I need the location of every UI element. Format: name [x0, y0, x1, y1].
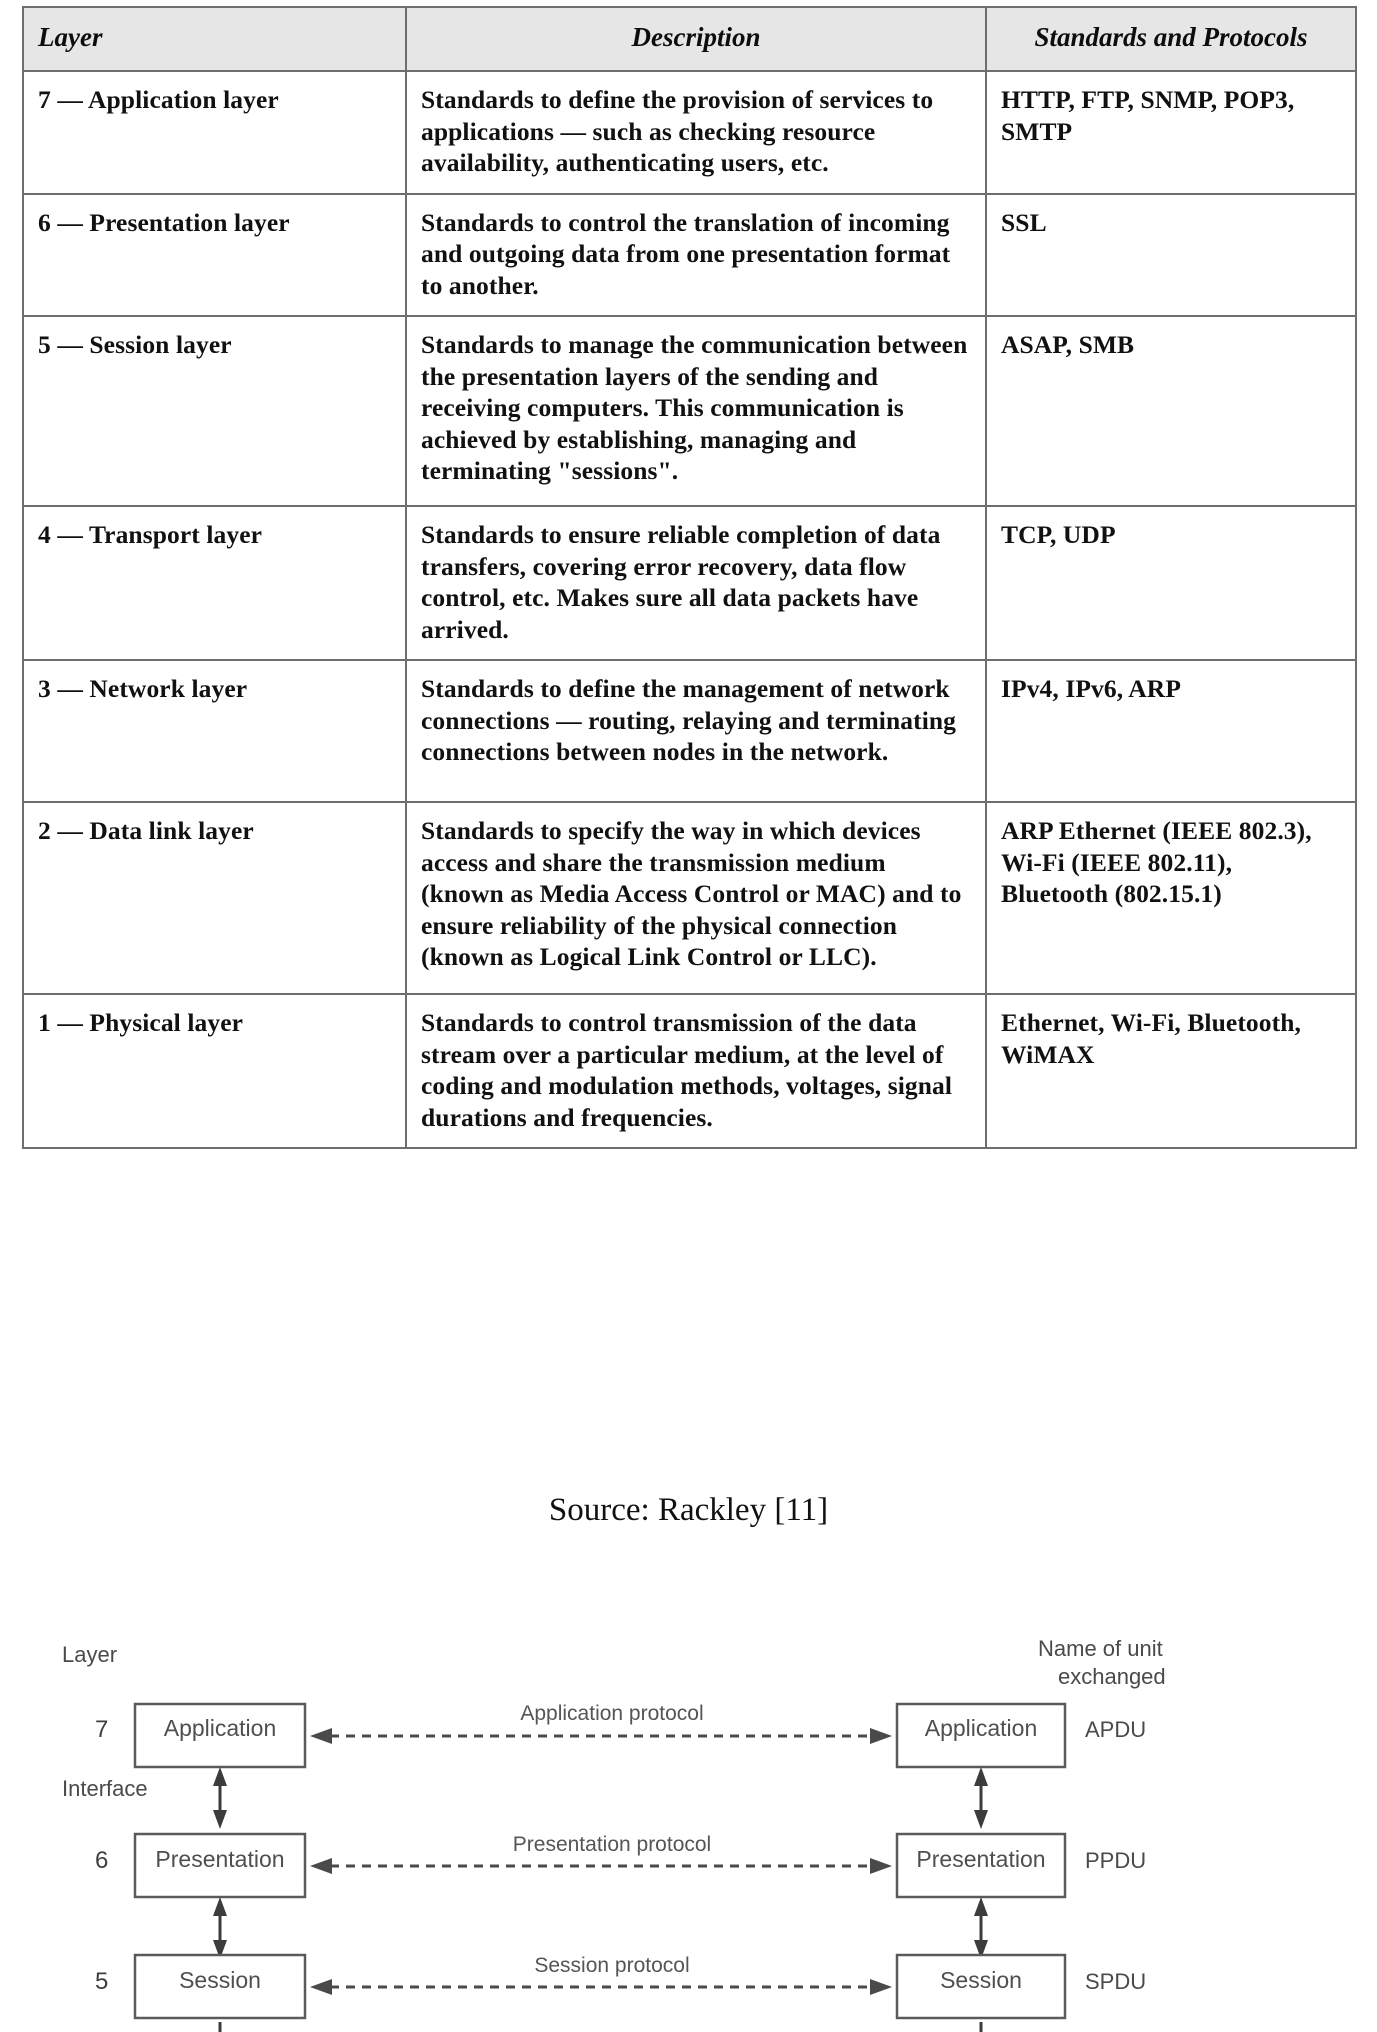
- column-header-standards: Standards and Protocols: [986, 7, 1356, 71]
- table-body: [23, 71, 1356, 1148]
- table-row: [23, 71, 1356, 193]
- diagram-pdu-spdu: SPDU: [1085, 1969, 1147, 1994]
- diagram-interface-label: Interface: [62, 1776, 148, 1801]
- diagram-arrowhead-right-application: [870, 1728, 892, 1744]
- cell-layer: 5 — Session layer: [23, 316, 406, 506]
- diagram-pdu-ppdu: PPDU: [1085, 1848, 1147, 1873]
- diagram-box-right-session-label: Session: [940, 1967, 1022, 1993]
- diagram-arrowhead-up-left-6-5: [213, 1897, 227, 1916]
- cell-layer: 1 — Physical layer: [23, 994, 406, 1148]
- diagram-arrowhead-up-left-7-6: [213, 1767, 227, 1786]
- diagram-arrowhead-left-application: [310, 1728, 332, 1744]
- diagram-protocol-label-session: Session protocol: [534, 1954, 690, 1977]
- column-header-layer: Layer: [23, 7, 406, 71]
- diagram-pdu-apdu: APDU: [1085, 1717, 1147, 1742]
- diagram-box-right-presentation-label: Presentation: [916, 1846, 1046, 1872]
- cell-standards: SSL: [986, 194, 1356, 316]
- diagram-layer-number-5: 5: [95, 1968, 109, 1995]
- cell-description: Standards to control the translation of incoming and outgoing data from one presentation format to another.: [406, 194, 986, 316]
- diagram-unit-heading-line1: Name of unit: [1038, 1636, 1163, 1661]
- diagram-box-right-application-label: Application: [924, 1715, 1038, 1741]
- osi-protocol-stack-diagram: [0, 1600, 1377, 2032]
- cell-layer: 4 — Transport layer: [23, 506, 406, 660]
- diagram-box-left-presentation-label: Presentation: [155, 1846, 285, 1872]
- cell-standards: ASAP, SMB: [986, 316, 1356, 506]
- cell-description: Standards to define the management of network connections — routing, relaying and terminating connections between nodes in the network.: [406, 660, 986, 802]
- diagram-protocol-label-application: Application protocol: [520, 1702, 704, 1725]
- table-header-row: [23, 7, 1356, 71]
- cell-description: Standards to specify the way in which devices access and share the transmission medium (known as Media Access Control or MAC) and to ensure reliability of the physical connection (known as Logical Link Control or LLC).: [406, 802, 986, 994]
- diagram-box-left-application-label: Application: [163, 1715, 277, 1741]
- diagram-unit-heading-line2: exchanged: [1058, 1664, 1166, 1689]
- table-row: [23, 660, 1356, 802]
- cell-layer: 6 — Presentation layer: [23, 194, 406, 316]
- diagram-arrowhead-up-right-6-5: [974, 1897, 988, 1916]
- diagram-arrowhead-right-presentation: [870, 1858, 892, 1874]
- diagram-arrowhead-down-left-7-6: [213, 1810, 227, 1829]
- cell-standards: HTTP, FTP, SNMP, POP3, SMTP: [986, 71, 1356, 193]
- osi-layers-table: [22, 6, 1357, 1149]
- cell-layer: 2 — Data link layer: [23, 802, 406, 994]
- cell-standards: TCP, UDP: [986, 506, 1356, 660]
- source-caption: Source: Rackley [11]: [548, 1492, 829, 1528]
- column-header-description: Description: [406, 7, 986, 71]
- cell-standards: Ethernet, Wi-Fi, Bluetooth, WiMAX: [986, 994, 1356, 1148]
- table-row: [23, 506, 1356, 660]
- cell-standards: IPv4, IPv6, ARP: [986, 660, 1356, 802]
- cell-layer: 3 — Network layer: [23, 660, 406, 802]
- diagram-layer-heading: Layer: [62, 1642, 118, 1667]
- diagram-layer-number-7: 7: [95, 1716, 109, 1743]
- table-row: [23, 802, 1356, 994]
- diagram-protocol-label-presentation: Presentation protocol: [512, 1833, 712, 1856]
- diagram-arrowhead-left-presentation: [310, 1858, 332, 1874]
- table-row: [23, 994, 1356, 1148]
- cell-layer: 7 — Application layer: [23, 71, 406, 193]
- diagram-arrowhead-up-right-7-6: [974, 1767, 988, 1786]
- diagram-arrowhead-right-session: [870, 1979, 892, 1995]
- diagram-arrowhead-left-session: [310, 1979, 332, 1995]
- diagram-arrowhead-down-right-7-6: [974, 1810, 988, 1829]
- cell-description: Standards to control transmission of the data stream over a particular medium, at the level of coding and modulation methods, voltages, signal durations and frequencies.: [406, 994, 986, 1148]
- table-header: [23, 7, 1356, 71]
- cell-description: Standards to manage the communication between the presentation layers of the sending and receiving computers. This communication is achieved by establishing, managing and terminating "sessions".: [406, 316, 986, 506]
- cell-description: Standards to define the provision of services to applications — such as checking resource availability, authenticating users, etc.: [406, 71, 986, 193]
- cell-description: Standards to ensure reliable completion of data transfers, covering error recovery, data flow control, etc. Makes sure all data packets have arrived.: [406, 506, 986, 660]
- table-row: [23, 316, 1356, 506]
- table-row: [23, 194, 1356, 316]
- diagram-layer-number-6: 6: [95, 1847, 109, 1874]
- diagram-box-left-session-label: Session: [179, 1967, 261, 1993]
- cell-standards: ARP Ethernet (IEEE 802.3), Wi-Fi (IEEE 802.11), Bluetooth (802.15.1): [986, 802, 1356, 994]
